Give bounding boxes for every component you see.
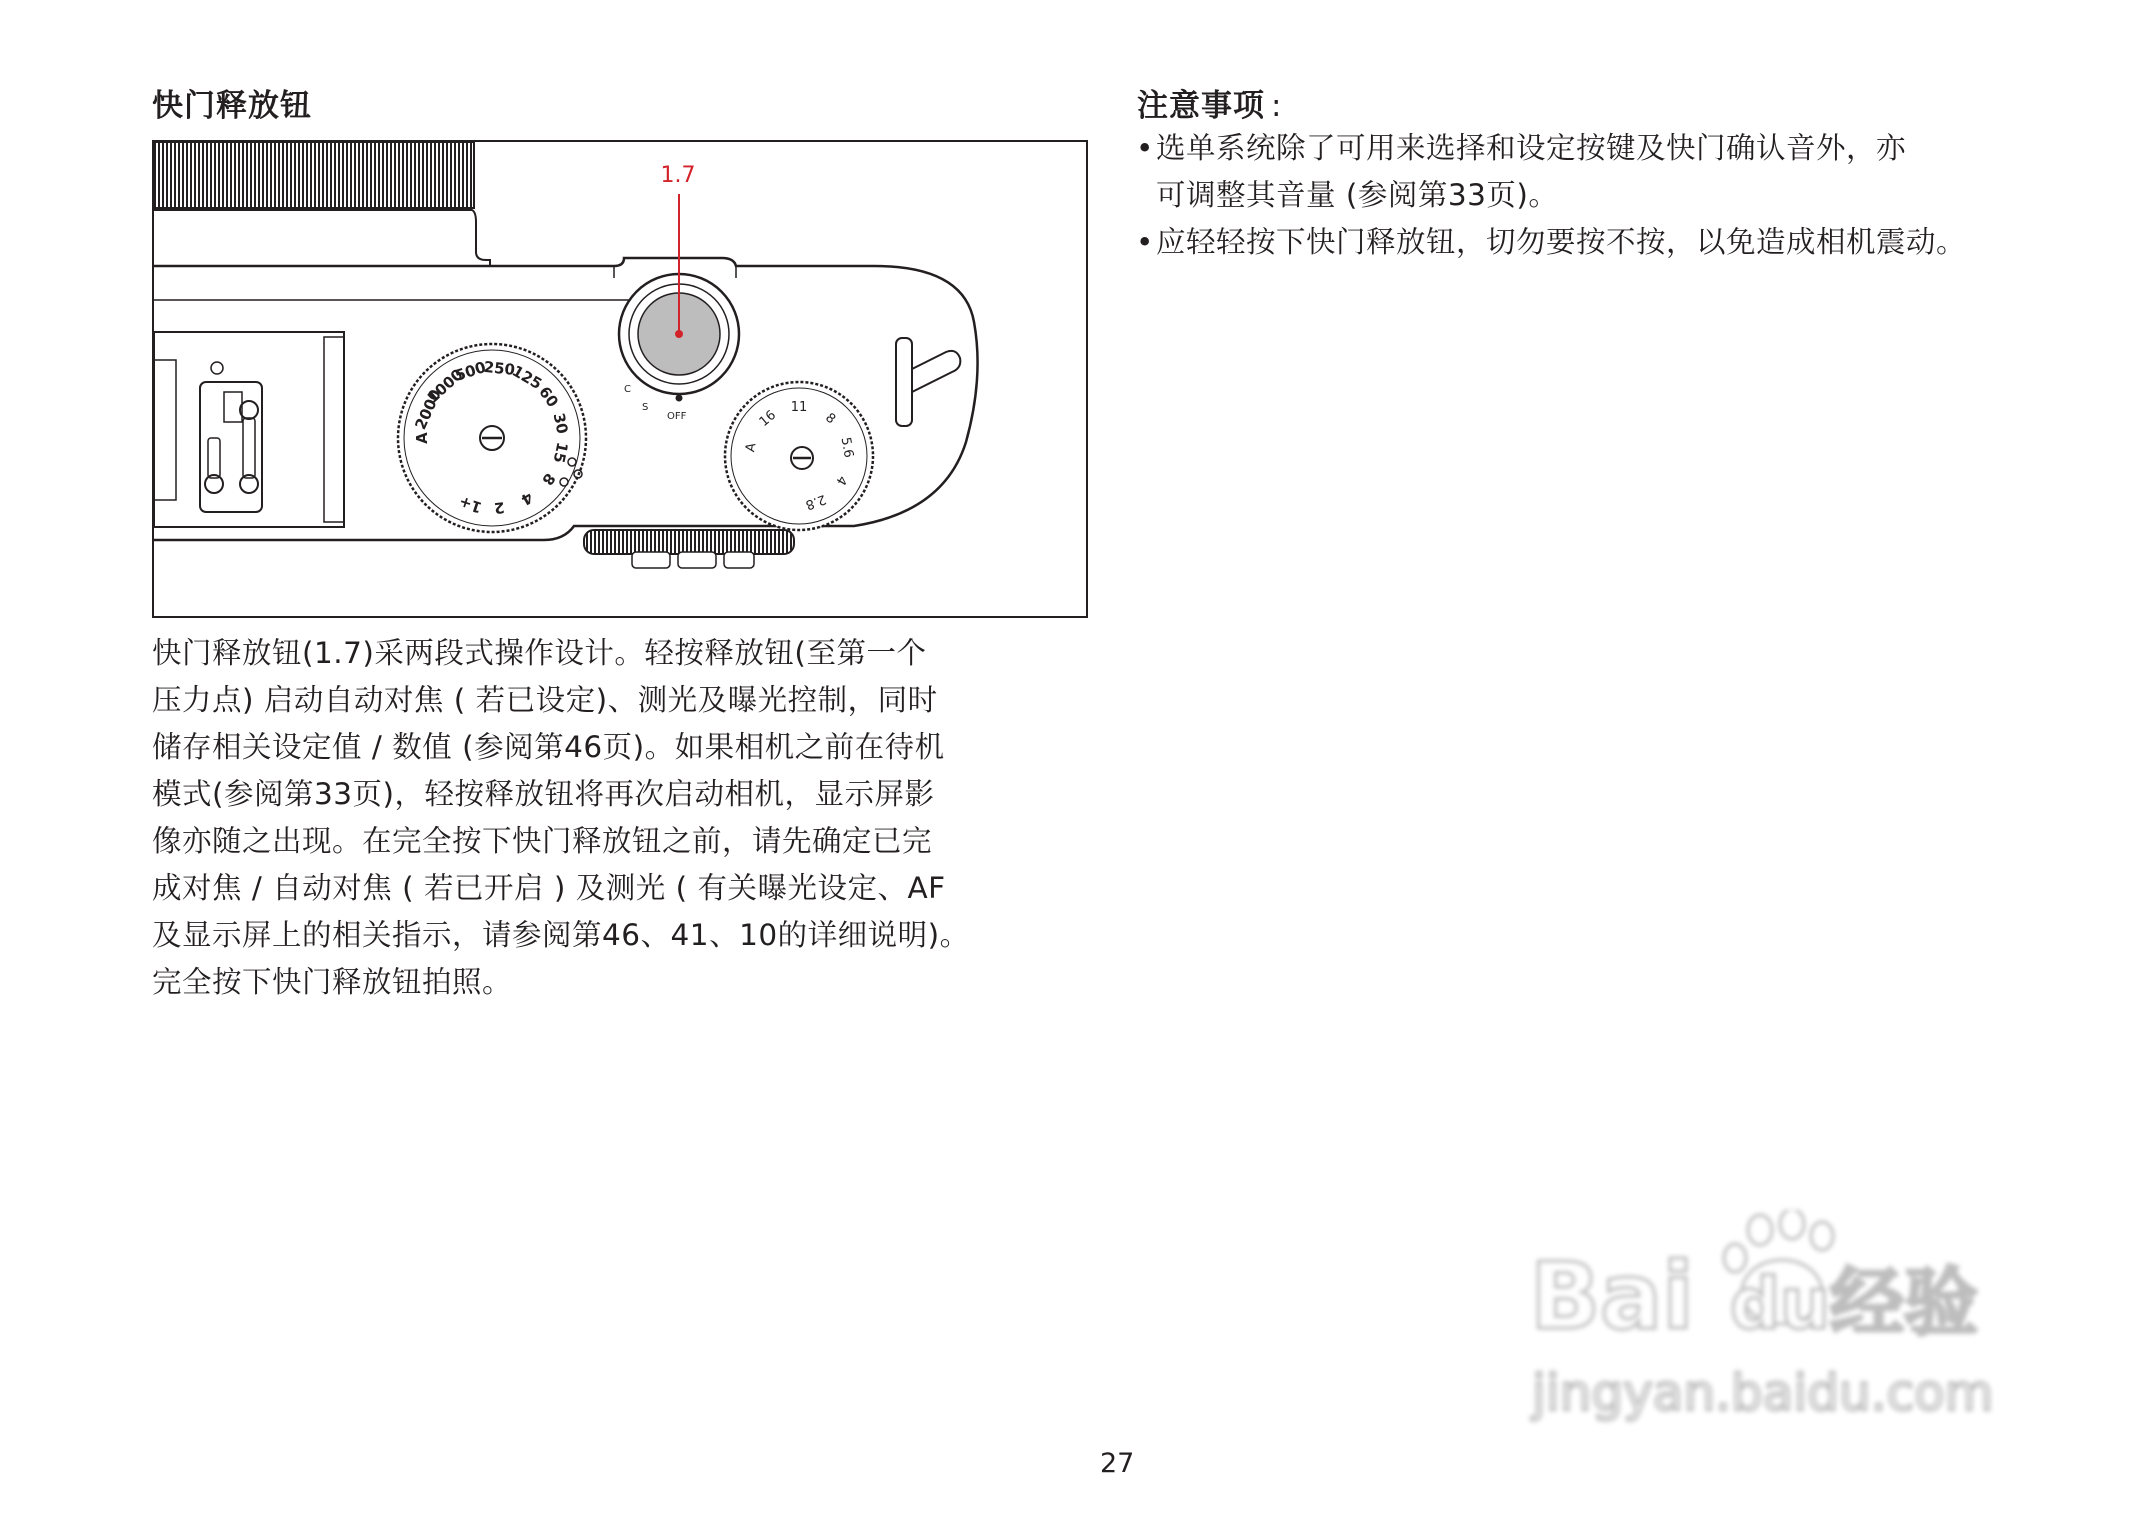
- aperture-dial-label: 4: [832, 472, 850, 488]
- lens-barrel-edge: [154, 210, 490, 266]
- paragraph-line: 完全按下快门释放钮拍照。: [152, 965, 513, 999]
- shutter-dial-label: 30: [549, 411, 572, 436]
- shutter-speed-dial: [398, 344, 586, 532]
- watermark-brand-du: du: [1730, 1263, 1830, 1345]
- notes-heading-text: 注意事项: [1137, 88, 1265, 124]
- callout-label: 1.7: [660, 163, 696, 188]
- note-line: 应轻轻按下快门释放钮，切勿要按不按，以免造成相机震动。: [1156, 225, 1967, 259]
- watermark-brand-jingyan: 经验: [1830, 1260, 1978, 1346]
- shutter-dial-label: 500: [452, 358, 489, 385]
- callout-dot: [675, 330, 683, 338]
- shutter-dial-label: 1+: [456, 492, 485, 517]
- aperture-dial-label: 11: [790, 400, 808, 415]
- aperture-dial-label: 5.6: [837, 436, 856, 460]
- page-number: 27: [1100, 1448, 1135, 1479]
- aperture-dial-label: A: [743, 441, 760, 454]
- aperture-dial-label: 16: [756, 407, 780, 430]
- watermark-brand-bai: Bai: [1530, 1243, 1694, 1350]
- watermark-url: jingyan.baidu.com: [1532, 1364, 1994, 1422]
- shutter-release-description: [152, 630, 1092, 1006]
- camera-top-illustration: [152, 140, 1088, 618]
- shutter-dial-label: 125: [508, 361, 546, 394]
- paragraph-line: 压力点) 启动自动对焦 ( 若已设定)、测光及曝光控制，同时: [152, 683, 938, 717]
- camera-top-drawing: [154, 142, 1088, 618]
- lens-knurled-ring: [154, 142, 474, 208]
- shutter-dial-label: 2000: [411, 386, 445, 433]
- shutter-dial-label: 8: [538, 469, 559, 489]
- shutter-dial-label: 1000: [423, 365, 467, 407]
- aperture-dial-label: 2.8: [803, 491, 828, 513]
- section-heading-shutter-release: 快门释放钮: [152, 88, 312, 124]
- paragraph-line: 成对焦 / 自动对焦 ( 若已开启 ) 及测光 ( 有关曝光设定、AF: [152, 871, 946, 905]
- thumb-wheel: [584, 530, 794, 568]
- release-mode-s: S: [642, 402, 649, 413]
- paragraph-line: 储存相关设定值 / 数值 (参阅第46页)。如果相机之前在待机: [152, 730, 945, 764]
- release-mode-c: C: [624, 384, 631, 395]
- note-item-gentle-press: [1134, 219, 2094, 266]
- note-line: 选单系统除了可用来选择和设定按键及快门确认音外，亦: [1156, 131, 1907, 165]
- shutter-dial-label: 250: [482, 357, 516, 379]
- shutter-dial-label: 2: [493, 498, 506, 518]
- baidu-jingyan-watermark: [1530, 1210, 2030, 1450]
- hot-shoe-frame: [154, 332, 344, 527]
- shutter-dial-label: A: [413, 432, 431, 444]
- paragraph-line: 模式(参阅第33页)，轻按释放钮将再次启动相机，显示屏影: [152, 777, 935, 811]
- notes-heading-colon: :: [1271, 88, 1283, 124]
- shutter-dial-label: 4: [517, 488, 537, 510]
- note-line: 可调整其音量 (参阅第33页)。: [1156, 178, 1559, 212]
- paragraph-line: 及显示屏上的相关指示，请参阅第46、41、10的详细说明)。: [152, 918, 970, 952]
- aperture-dial-label: 8: [822, 410, 839, 428]
- shutter-dial-label: 15: [549, 440, 572, 465]
- bullet-point: •: [1136, 131, 1154, 165]
- section-heading-notes: [1137, 80, 1282, 125]
- release-mode-off: OFF: [667, 411, 687, 422]
- aperture-dial: [725, 382, 873, 530]
- notes-list: [1134, 125, 2094, 266]
- paragraph-line: 像亦随之出现。在完全按下快门释放钮之前，请先确定已完: [152, 824, 933, 858]
- paragraph-line: 快门释放钮(1.7)采两段式操作设计。轻按释放钮(至第一个: [152, 636, 927, 670]
- bullet-point: •: [1136, 225, 1154, 259]
- note-item-volume: [1134, 125, 2094, 219]
- shutter-dial-label: 60: [535, 383, 563, 411]
